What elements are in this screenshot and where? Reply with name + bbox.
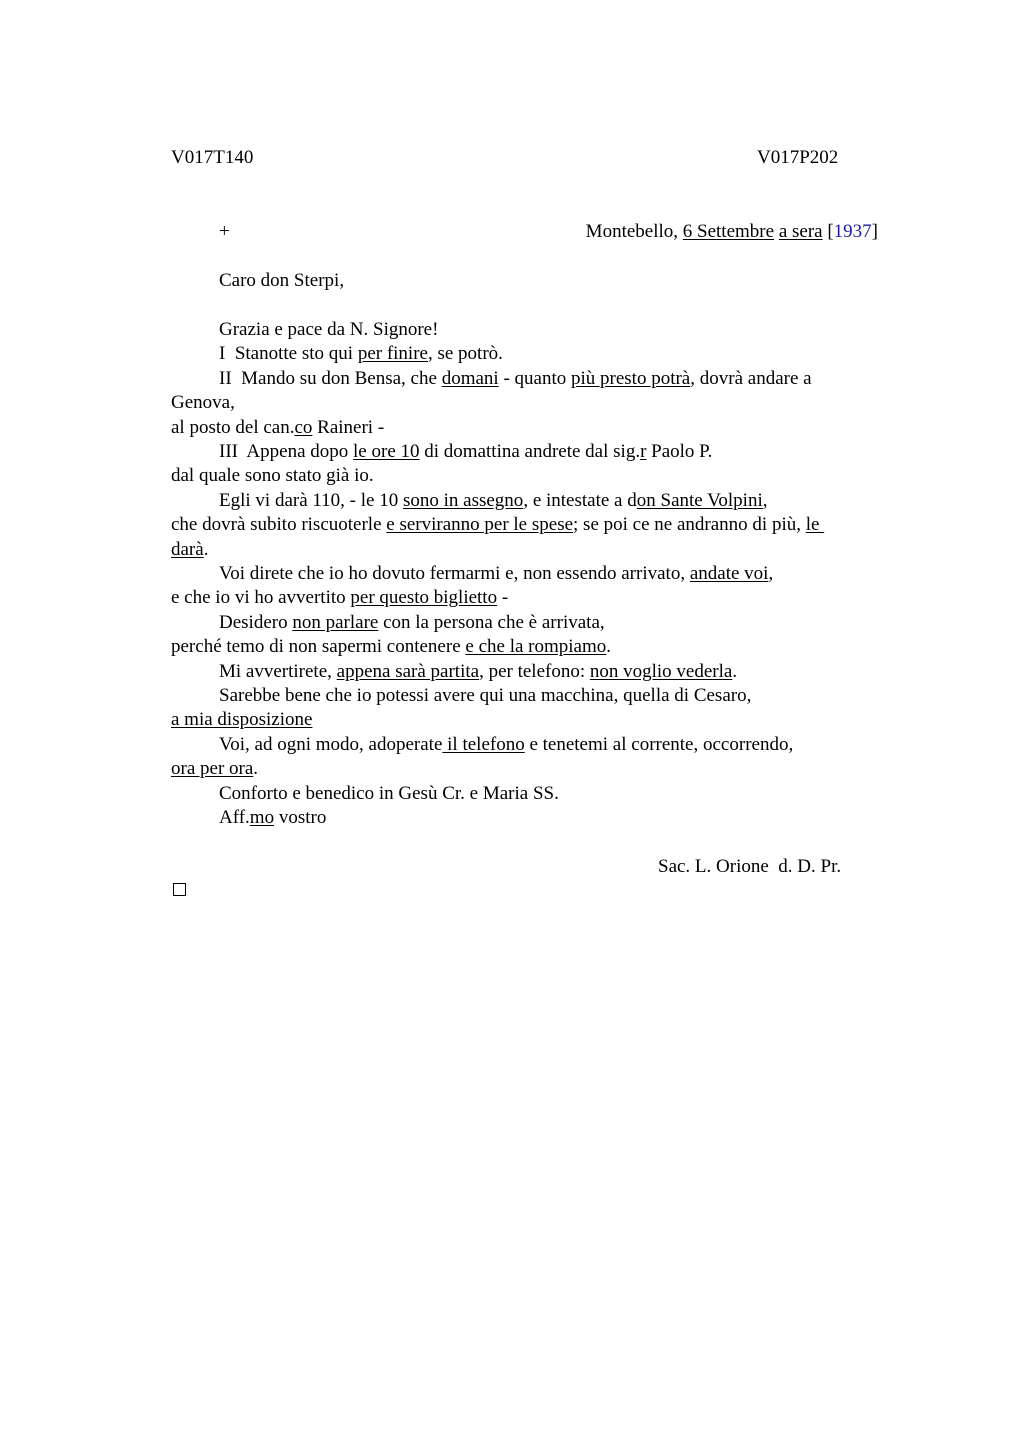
underlined-text: non parlare [292, 612, 379, 633]
greeting: Grazia e pace da N. Signore! [219, 319, 439, 340]
underlined-text: e serviranno per le spese [386, 514, 574, 535]
end-square-icon [173, 883, 186, 896]
text-line [219, 489, 767, 513]
text-line [171, 586, 508, 610]
text-line [219, 660, 737, 684]
text-span: - quanto [498, 368, 571, 389]
text-span: . [606, 636, 611, 657]
underlined-text: appena sarà partita [336, 661, 480, 682]
text-line: dal quale sono stato già io. [171, 465, 374, 486]
date-time: a sera [778, 221, 823, 242]
text-span: Desidero [219, 612, 293, 633]
document-code-left: V017T140 [171, 147, 254, 168]
text-line [171, 538, 208, 562]
text-span: al posto del can. [171, 417, 295, 438]
underlined-text: il telefono [442, 734, 525, 755]
text-line: Sarebbe bene che io potessi avere qui una macchina, quella di Cesaro, [219, 685, 752, 706]
underlined-text: ora per ora [171, 758, 254, 779]
year-open-bracket: [ [827, 221, 834, 242]
underlined-text: le ore 10 [353, 441, 420, 462]
text-line [171, 635, 611, 659]
year-close-bracket: ] [871, 221, 878, 242]
text-span: Paolo P. [646, 441, 713, 462]
text-span: di domattina andrete dal sig. [419, 441, 641, 462]
text-span: che dovrà subito riscuoterle [171, 514, 387, 535]
place-date [586, 220, 878, 244]
text-line [219, 733, 793, 757]
text-line [219, 367, 812, 391]
text-span: . [203, 539, 209, 560]
underlined-text: darà [171, 539, 204, 560]
underlined-text: per finire [357, 343, 428, 364]
text-span: Raineri - [312, 417, 385, 438]
text-line [219, 342, 503, 366]
text-span: , [768, 563, 774, 584]
text-line [219, 562, 773, 586]
signature: Sac. L. Orione d. D. Pr. [658, 856, 842, 877]
text-span: . [732, 661, 738, 682]
text-span: perché temo di non sapermi contenere [171, 636, 466, 657]
text-span: . [253, 758, 259, 779]
underlined-text: andate voi [689, 563, 769, 584]
text-span: ; se poi ce ne andranno di più, [573, 514, 806, 535]
text-span: , se potrò. [427, 343, 503, 364]
text-span: , e intestate a d [523, 490, 637, 511]
text-span: I Stanotte sto qui [219, 343, 358, 364]
text-line [171, 757, 258, 781]
underlined-text: sono in assegno [402, 490, 524, 511]
underlined-text: r [640, 441, 647, 462]
underlined-text: on Sante Volpini [636, 490, 763, 511]
text-span: Aff. [219, 807, 250, 828]
text-line [219, 440, 712, 464]
date-day: 6 Settembre [682, 221, 775, 242]
text-span: II Mando su don Bensa, che [219, 368, 442, 389]
text-line [171, 513, 824, 537]
text-span: Voi, ad ogni modo, adoperate [219, 734, 443, 755]
cross-mark: + [219, 221, 230, 242]
year: 1937 [833, 221, 872, 242]
underlined-text: co [294, 417, 313, 438]
text-line: Genova, [171, 392, 235, 413]
text-span: Voi direte che io ho dovuto fermarmi e, non essendo arrivato, [219, 563, 690, 584]
text-line: Conforto e benedico in Gesù Cr. e Maria SS. [219, 783, 559, 804]
text-span: Egli vi darà 110, - le 10 [219, 490, 403, 511]
text-line [171, 416, 384, 440]
underlined-text: più presto potrà [570, 368, 691, 389]
text-span: III Appena dopo [219, 441, 354, 462]
text-span: - [497, 587, 509, 608]
document-code-right: V017P202 [757, 147, 839, 168]
underlined-text: le [805, 514, 825, 535]
underlined-text: domani [441, 368, 499, 389]
place: Montebello, [585, 221, 683, 242]
text-line [219, 611, 605, 635]
text-line: a mia disposizione [171, 709, 313, 730]
salutation: Caro don Sterpi, [219, 270, 345, 291]
text-span: e tenetemi al corrente, occorrendo, [524, 734, 794, 755]
text-span: Mi avvertirete, [219, 661, 337, 682]
underlined-text: e che la rompiamo [465, 636, 607, 657]
text-span: , per telefono: [479, 661, 590, 682]
text-span: vostro [274, 807, 327, 828]
underlined-text: per questo biglietto [350, 587, 498, 608]
text-span: , dovrà andare a [690, 368, 812, 389]
text-span: con la persona che è arrivata, [378, 612, 605, 633]
underlined-text: non voglio vederla [589, 661, 733, 682]
underlined-text: mo [249, 807, 275, 828]
text-span: , [762, 490, 768, 511]
text-span: e che io vi ho avvertito [171, 587, 351, 608]
text-line [219, 806, 326, 830]
